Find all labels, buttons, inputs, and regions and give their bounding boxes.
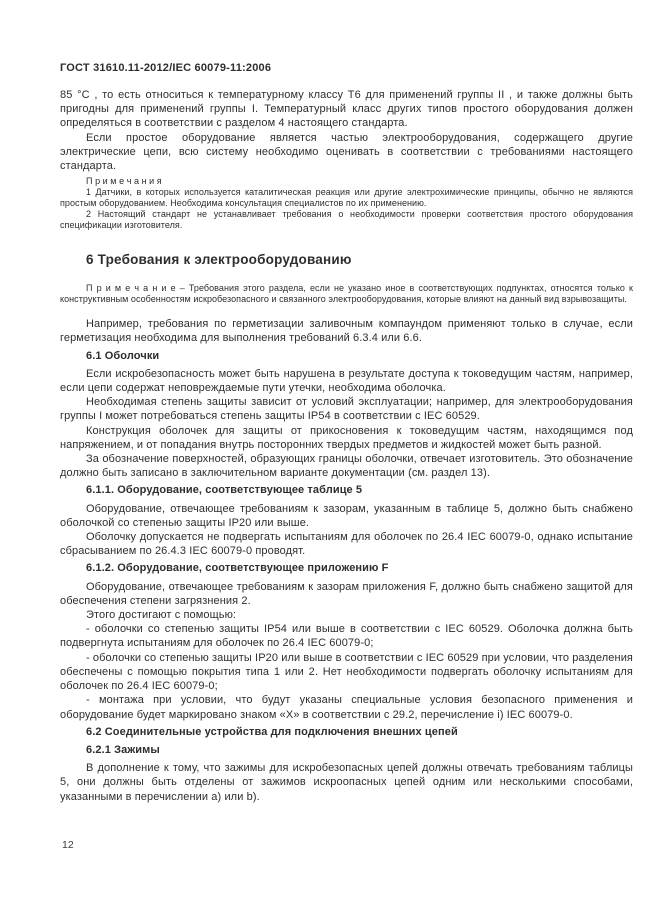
section-6-1-heading: 6.1 Оболочки xyxy=(86,349,160,362)
section-6-2-1-heading: 6.2.1 Зажимы xyxy=(86,743,160,756)
paragraph: Оборудование, отвечающее требованиям к зазорам, указанным в таблице 5, должно быть снабжено оболочкой со степенью защиты IP20 или выше. xyxy=(60,502,633,529)
paragraph: Этого достигают с помощью: xyxy=(86,609,237,622)
section-6-1-2-heading: 6.1.2. Оборудование, соответствующее приложению F xyxy=(86,562,389,575)
paragraph: Необходимая степень защиты зависит от условий эксплуатации; например, для электрооборудования группы I может потребоваться степень защиты IP54 в соответствии с IEC 60529. xyxy=(60,396,633,423)
list-item: - оболочки со степенью защиты IP20 или выше в соответствии с IEC 60529 при условии, что разделения обеспечены с помощью покрытия типа 1 или 2. Нет необходимости подвергать оболочку испытаниям для оболочек по 26.4 IEC 60079-0; xyxy=(60,651,633,693)
paragraph: В дополнение к тому, что зажимы для искробезопасных цепей должны отвечать требованиям таблицы 5, они должны быть отделены от зажимов искроопасных цепей одним или несколькими способами, указанными в перечислении a) или b). xyxy=(60,762,633,803)
paragraph: Оборудование, отвечающее требованиям к зазорам приложения F, должно быть снабжено защитой для обеспечения степени загрязнения 2. xyxy=(60,580,633,607)
paragraph: Если простое оборудование является частью электрооборудования, содержащего другие электрические цепи, всю систему необходимо оценивать в соответствии с требованиями настоящего стандарта. xyxy=(60,131,633,173)
section-6-heading: 6 Требования к электрооборудованию xyxy=(86,252,352,268)
paragraph: Если искробезопасность может быть нарушена в результате доступа к токоведущим частям, например, если цепи содержат неповреждаемые пути утечки, необходима оболочка. xyxy=(60,367,633,395)
notes-label: П р и м е ч а н и я xyxy=(86,176,162,187)
section-6-1-1-heading: 6.1.1. Оборудование, соответствующее таблице 5 xyxy=(86,484,363,497)
list-item: - монтажа при условии, что будут указаны специальные условия безопасного применения и оборудование будет маркировано знаком «Х» в соответствии с 29.2, перечисление i) IEC 60079-0. xyxy=(60,694,633,721)
note-1: 1 Датчики, в которых используется каталитическая реакция или другие электрохимические принципы, обычно не являются простым оборудованием. Необходима консультация специалистов по их применению. xyxy=(60,187,633,209)
note-2: 2 Настоящий стандарт не устанавливает требования о необходимости проверки соответствия простого оборудования спецификации изготовителя. xyxy=(60,209,633,231)
paragraph: Оболочку допускается не подвергать испытаниям для оболочек по 26.4 IEC 60079-0, однако испытание сбрасыванием по 26.4.3 IEC 60079-0 проводят. xyxy=(60,531,633,558)
document-body xyxy=(60,88,633,804)
running-header: ГОСТ 31610.11-2012/IEC 60079-11:2006 xyxy=(60,62,272,74)
paragraph: Конструкция оболочек для защиты от прикосновения к токоведущим частям, находящимся под напряжением, и от попадания внутрь посторонних твердых предметов и жидкостей может быть разной. xyxy=(60,424,633,451)
paragraph: За обозначение поверхностей, образующих границы оболочки, отвечает изготовитель. Это обозначение должно быть записано в заключительном варианте документации (см. раздел 13). xyxy=(60,453,633,480)
paragraph-continuation: 85 °С , то есть относиться к температурному классу Т6 для применений группы II , и также должны быть пригодны для применений группы I. Температурный класс других типов простого оборудования должен определяться в соответствии с разделом 4 настоящего стандарта. xyxy=(60,89,633,130)
page-content xyxy=(60,62,633,804)
page-number: 12 xyxy=(62,839,74,851)
paragraph: Например, требования по герметизации заливочным компаундом применяют только в случае, если герметизация необходима для выполнения требований 6.3.4 или 6.6. xyxy=(60,318,633,345)
section-6-note: П р и м е ч а н и е – Требования этого раздела, если не указано иное в соответствующих подпунктах, относятся только к конструктивным особенностям искробезопасного и связанного электрооборудования, которые влияют на данный вид взрывозащиты. xyxy=(60,283,633,305)
section-6-2-heading: 6.2 Соединительные устройства для подключения внешних цепей xyxy=(86,725,458,738)
list-item: - оболочки со степенью защиты IP54 или выше в соответствии с IEC 60529. Оболочка должна быть подвергнута испытаниям для оболочек по 26.4 IEC 60079-0; xyxy=(60,623,633,650)
